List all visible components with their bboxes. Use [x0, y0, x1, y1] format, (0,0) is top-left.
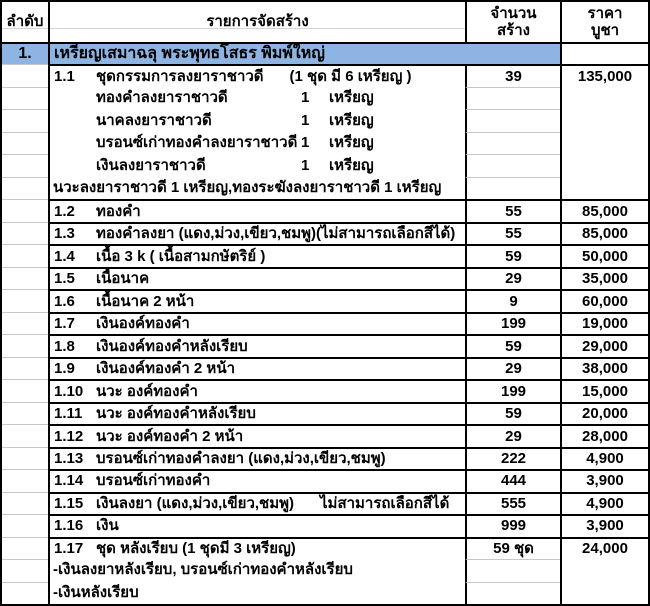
header-item [48, 2, 465, 42]
price-cell: 38,000 [560, 357, 648, 379]
order-cell [2, 64, 48, 86]
sub-item-unit: เหรียญ [329, 134, 374, 152]
price-cell: 19,000 [560, 312, 648, 334]
item-label: เงิน [96, 517, 119, 535]
order-cell [2, 514, 48, 536]
order-cell [2, 357, 48, 379]
note-cell: -เงินหลังเรียบ [48, 582, 465, 604]
order-cell [2, 109, 48, 131]
item-cell [48, 492, 465, 514]
item-number: 1.7 [54, 315, 75, 333]
order-cell [2, 177, 48, 199]
header-price-line1: ราคา [587, 4, 623, 22]
qty-cell: 55 [465, 222, 560, 244]
item-cell [48, 289, 465, 311]
header-qty [465, 2, 560, 42]
item-number: 1.12 [54, 427, 84, 445]
order-cell [2, 87, 48, 109]
item-number: 1.11 [54, 405, 83, 423]
price-cell: 35,000 [560, 267, 648, 289]
sub-item-name: เงินลงยาราชาวดี [96, 156, 206, 174]
price-cell: 4,900 [560, 492, 648, 514]
qty-cell: 29 [465, 267, 560, 289]
order-cell [2, 154, 48, 176]
sub-item-cell [48, 109, 465, 131]
qty-cell: 39 [465, 64, 560, 86]
qty-cell [465, 132, 560, 154]
item-label: เงินองค์ทองคำ [96, 315, 190, 333]
item-label: ชุดกรรมการลงยาราชาวดี [96, 67, 264, 85]
item-label: บรอนซ์เก่าทองคำ [96, 472, 211, 490]
qty-cell: 29 [465, 424, 560, 446]
item-cell [48, 64, 465, 86]
header-price [560, 2, 648, 42]
price-cell: 29,000 [560, 334, 648, 356]
item-cell [48, 402, 465, 424]
item-number: 1.17 [54, 539, 84, 557]
item-label: นวะ องค์ทองคำ [96, 382, 198, 400]
section-title-cell [48, 42, 560, 64]
note-cell: นวะลงยาราชาวดี 1 เหรียญ,ทองระฆังลงยาราชาวดี 1 เหรียญ [48, 177, 465, 199]
qty-cell: 59 ชุด [465, 537, 560, 559]
qty-cell [465, 177, 560, 199]
section-price-cell [560, 42, 648, 64]
qty-cell: 59 [465, 402, 560, 424]
sub-item-unit: เหรียญ [329, 111, 374, 129]
qty-cell: 444 [465, 469, 560, 491]
sub-item-unit: เหรียญ [329, 156, 374, 174]
item-number: 1.4 [54, 247, 75, 265]
header-order [2, 2, 48, 42]
header-item-label: รายการจัดสร้าง [206, 13, 309, 31]
qty-cell [465, 582, 560, 604]
section-title: เหรียญเสมาฉลุ พระพุทธโสธร พิมพ์ใหญ่ [54, 44, 325, 62]
price-cell [560, 87, 648, 109]
sub-item-cell [48, 154, 465, 176]
price-cell: 3,900 [560, 514, 648, 536]
price-cell [560, 559, 648, 581]
header-qty-line1: จำนวน [490, 4, 537, 22]
price-cell: 20,000 [560, 402, 648, 424]
item-cell [48, 312, 465, 334]
price-cell: 85,000 [560, 199, 648, 221]
item-number: 1.6 [54, 292, 75, 310]
item-number: 1.15 [54, 494, 84, 512]
section-order-cell [2, 42, 48, 64]
price-cell [560, 109, 648, 131]
price-cell [560, 132, 648, 154]
item-label: บรอนซ์เก่าทองคำลงยา (แดง,ม่วง,เขียว,ชมพู) [96, 449, 386, 467]
order-cell [2, 312, 48, 334]
sub-item-count: 1 [301, 89, 310, 107]
item-cell [48, 357, 465, 379]
header-price-line2: บูชา [590, 21, 620, 39]
qty-cell [465, 87, 560, 109]
qty-cell: 555 [465, 492, 560, 514]
item-number: 1.8 [54, 337, 75, 355]
price-cell: 4,900 [560, 447, 648, 469]
item-number: 1.9 [54, 360, 75, 378]
item-label: ทองคำลงยา (แดง,ม่วง,เขียว,ชมพู)(ไม่สามารถเลือกสีได้) [96, 225, 456, 243]
header-order-label: ลำดับ [6, 13, 44, 31]
item-cell [48, 199, 465, 221]
item-cell [48, 514, 465, 536]
order-cell [2, 402, 48, 424]
order-cell [2, 537, 48, 559]
price-cell [560, 177, 648, 199]
price-cell [560, 582, 648, 604]
sub-item-count: 1 [301, 111, 310, 129]
order-cell [2, 334, 48, 356]
order-cell [2, 199, 48, 221]
item-label: ชุด หลังเรียบ (1 ชุดมี 3 เหรียญ) [96, 539, 296, 557]
price-cell [560, 154, 648, 176]
item-cell [48, 424, 465, 446]
sub-item-unit: เหรียญ [329, 89, 374, 107]
price-cell: 24,000 [560, 537, 648, 559]
qty-cell: 999 [465, 514, 560, 536]
item-cell [48, 244, 465, 266]
qty-cell: 59 [465, 244, 560, 266]
item-cell [48, 447, 465, 469]
sub-item-name: บรอนซ์เก่าทองคำลงยาราชาวดี [96, 134, 298, 152]
item-cell [48, 222, 465, 244]
header-qty-line2: สร้าง [497, 21, 530, 39]
order-cell [2, 447, 48, 469]
order-cell [2, 289, 48, 311]
note-cell: -เงินลงยาหลังเรียบ, บรอนซ์เก่าทองคำหลังเรียบ [48, 559, 465, 581]
order-cell [2, 267, 48, 289]
sub-item-name: นาคลงยาราชาวดี [96, 111, 212, 129]
item-label-extra: (1 ชุด มี 6 เหรียญ ) [289, 67, 412, 85]
item-number: 1.3 [54, 225, 75, 243]
order-cell [2, 222, 48, 244]
order-cell [2, 132, 48, 154]
item-label: เงินองค์ทองคำหลังเรียบ [96, 337, 248, 355]
order-cell [2, 379, 48, 401]
qty-cell: 199 [465, 312, 560, 334]
order-cell [2, 492, 48, 514]
item-label-extra: ไม่สามารถเลือกสีได้ [320, 494, 450, 512]
order-cell [2, 559, 48, 581]
qty-cell: 199 [465, 379, 560, 401]
price-cell: 3,900 [560, 469, 648, 491]
qty-cell [465, 154, 560, 176]
item-label: เงินลงยา (แดง,ม่วง,เขียว,ชมพู) [96, 494, 295, 512]
item-label: เนื้อนาค [96, 270, 150, 288]
item-label: นวะ องค์ทองคำหลังเรียบ [96, 405, 256, 423]
order-cell [2, 424, 48, 446]
item-label: นวะ องค์ทองคำ 2 หน้า [96, 427, 244, 445]
item-label: เงินองค์ทองคำ 2 หน้า [96, 360, 235, 378]
item-number: 1.2 [54, 202, 75, 220]
qty-cell: 55 [465, 199, 560, 221]
sub-item-name: ทองคำลงยาราชาวดี [96, 89, 228, 107]
item-number: 1.5 [54, 270, 75, 288]
order-cell [2, 469, 48, 491]
section-number: 1. [18, 44, 32, 62]
qty-cell: 29 [465, 357, 560, 379]
qty-cell [465, 559, 560, 581]
qty-cell: 59 [465, 334, 560, 356]
order-cell [2, 582, 48, 604]
sub-item-count: 1 [301, 134, 310, 152]
item-label: เนื้อนาค 2 หน้า [96, 292, 195, 310]
price-cell: 60,000 [560, 289, 648, 311]
item-cell [48, 469, 465, 491]
price-cell: 135,000 [560, 64, 648, 86]
order-cell [2, 244, 48, 266]
item-cell [48, 334, 465, 356]
item-number: 1.14 [54, 472, 84, 490]
item-number: 1.13 [54, 449, 84, 467]
item-number: 1.10 [54, 382, 84, 400]
item-cell [48, 537, 465, 559]
price-cell: 15,000 [560, 379, 648, 401]
item-cell [48, 267, 465, 289]
qty-cell: 222 [465, 447, 560, 469]
item-label: เนื้อ 3 k ( เนื้อสามกษัตริย์ ) [96, 247, 266, 265]
item-cell [48, 379, 465, 401]
price-cell: 28,000 [560, 424, 648, 446]
sub-item-count: 1 [301, 156, 310, 174]
qty-cell [465, 109, 560, 131]
sub-item-cell [48, 132, 465, 154]
sub-item-cell [48, 87, 465, 109]
price-cell: 85,000 [560, 222, 648, 244]
qty-cell: 9 [465, 289, 560, 311]
price-cell: 50,000 [560, 244, 648, 266]
item-number: 1.1 [54, 67, 75, 85]
item-number: 1.16 [54, 517, 84, 535]
item-label: ทองคำ [96, 202, 141, 220]
